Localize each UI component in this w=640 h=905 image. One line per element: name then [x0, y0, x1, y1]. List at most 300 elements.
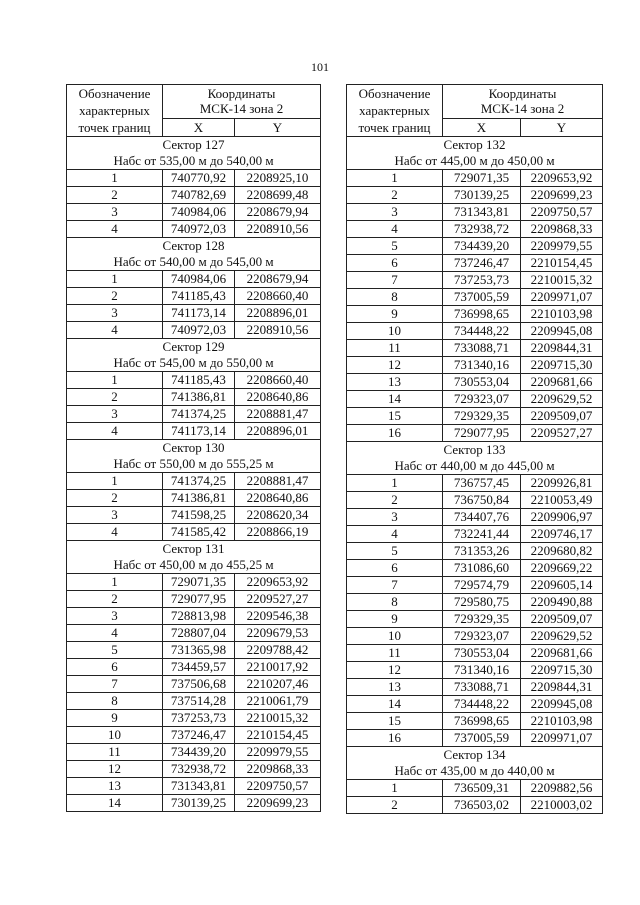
- table-row: [347, 408, 603, 425]
- coord-y: 2209979,55: [521, 238, 603, 255]
- coord-x: 741386,81: [163, 490, 235, 507]
- sector-range: Набс от 550,00 м до 555,25 м: [67, 456, 321, 473]
- table-row: [347, 679, 603, 696]
- table-row: [67, 778, 321, 795]
- point-number: 8: [347, 594, 443, 611]
- coord-y: 2209788,42: [235, 642, 321, 659]
- point-number: 9: [347, 611, 443, 628]
- table-row: [347, 780, 603, 797]
- header-y: Y: [521, 118, 603, 136]
- coord-y: 2209906,97: [521, 509, 603, 526]
- table-row: [67, 423, 321, 440]
- sector-range: Набс от 540,00 м до 545,00 м: [67, 254, 321, 271]
- header-x: X: [163, 118, 235, 136]
- table-row: [67, 271, 321, 288]
- table-row: [67, 659, 321, 676]
- coord-x: 740972,03: [163, 322, 235, 339]
- point-number: 5: [347, 238, 443, 255]
- coord-x: 734439,20: [163, 744, 235, 761]
- coord-y: 2208640,86: [235, 490, 321, 507]
- table-row: [67, 591, 321, 608]
- table-row: [67, 727, 321, 744]
- coord-y: 2209605,14: [521, 577, 603, 594]
- point-number: 4: [67, 625, 163, 642]
- sector-range-row: [67, 153, 321, 170]
- coord-y: 2208925,10: [235, 170, 321, 187]
- point-number: 2: [67, 591, 163, 608]
- coord-y: 2209653,92: [521, 170, 603, 187]
- coord-y: 2208679,94: [235, 271, 321, 288]
- coord-y: 2209699,23: [521, 187, 603, 204]
- coordinates-table-right: [346, 84, 603, 814]
- point-number: 9: [347, 306, 443, 323]
- table-row: [347, 662, 603, 679]
- sector-range-row: [67, 456, 321, 473]
- table-row: [67, 187, 321, 204]
- sector-range-row: [347, 763, 603, 780]
- coord-x: 730139,25: [443, 187, 521, 204]
- point-number: 6: [347, 255, 443, 272]
- coord-x: 736509,31: [443, 780, 521, 797]
- table-row: [347, 425, 603, 442]
- coord-x: 729580,75: [443, 594, 521, 611]
- coord-x: 737253,73: [443, 272, 521, 289]
- point-number: 3: [67, 204, 163, 221]
- point-number: 2: [347, 492, 443, 509]
- header-y: Y: [235, 118, 321, 136]
- sector-range: Набс от 435,00 м до 440,00 м: [347, 763, 603, 780]
- coord-y: 2209868,33: [521, 221, 603, 238]
- table-row: [67, 710, 321, 727]
- table-row: [67, 473, 321, 490]
- coord-x: 729323,07: [443, 391, 521, 408]
- table-row: [347, 221, 603, 238]
- coord-x: 729077,95: [443, 425, 521, 442]
- sector-title: Сектор 129: [67, 339, 321, 356]
- coord-x: 732241,44: [443, 526, 521, 543]
- coord-x: 737246,47: [443, 255, 521, 272]
- table-row: [67, 490, 321, 507]
- coordinates-table-left: [66, 84, 321, 812]
- coord-x: 729329,35: [443, 611, 521, 628]
- header-coords-title-line1: Координаты: [488, 86, 557, 102]
- table-row: [347, 357, 603, 374]
- table-row: [347, 594, 603, 611]
- coord-y: 2209926,81: [521, 475, 603, 492]
- page-number: 101: [311, 60, 329, 74]
- coord-y: 2209681,66: [521, 645, 603, 662]
- sector-title-row: [67, 440, 321, 457]
- sector-range-row: [67, 254, 321, 271]
- table-row: [347, 187, 603, 204]
- sector-range: Набс от 440,00 м до 445,00 м: [347, 458, 603, 475]
- coord-x: 736998,65: [443, 713, 521, 730]
- point-number: 3: [347, 204, 443, 221]
- point-number: 3: [67, 507, 163, 524]
- table-row: [67, 305, 321, 322]
- coord-y: 2209681,66: [521, 374, 603, 391]
- point-number: 2: [347, 187, 443, 204]
- coord-x: 734407,76: [443, 509, 521, 526]
- coord-x: 732938,72: [163, 761, 235, 778]
- table-row: [347, 340, 603, 357]
- coord-y: 2209882,56: [521, 780, 603, 797]
- point-number: 1: [67, 574, 163, 591]
- coord-x: 740770,92: [163, 170, 235, 187]
- table-row: [347, 374, 603, 391]
- sector-title: Сектор 131: [67, 541, 321, 558]
- coord-y: 2209490,88: [521, 594, 603, 611]
- sector-title-row: [347, 747, 603, 764]
- coord-y: 2209509,07: [521, 611, 603, 628]
- point-number: 5: [67, 642, 163, 659]
- point-number: 8: [67, 693, 163, 710]
- point-number: 12: [347, 357, 443, 374]
- table-row: [347, 797, 603, 814]
- coord-x: 741173,14: [163, 305, 235, 322]
- sector-range: Набс от 545,00 м до 550,00 м: [67, 355, 321, 372]
- coord-x: 741598,25: [163, 507, 235, 524]
- coord-x: 731340,16: [443, 357, 521, 374]
- point-number: 11: [347, 340, 443, 357]
- point-number: 12: [67, 761, 163, 778]
- point-number: 11: [347, 645, 443, 662]
- coord-x: 729077,95: [163, 591, 235, 608]
- sector-title-row: [67, 339, 321, 356]
- point-number: 3: [67, 406, 163, 423]
- sector-title: Сектор 132: [347, 137, 603, 154]
- point-number: 1: [67, 170, 163, 187]
- point-number: 1: [67, 271, 163, 288]
- table-row: [67, 625, 321, 642]
- coord-y: 2208881,47: [235, 406, 321, 423]
- coord-x: 729071,35: [163, 574, 235, 591]
- table-row: [347, 170, 603, 187]
- coord-y: 2210017,92: [235, 659, 321, 676]
- sector-range-row: [67, 355, 321, 372]
- point-number: 9: [67, 710, 163, 727]
- coord-x: 730553,04: [443, 645, 521, 662]
- coord-x: 740972,03: [163, 221, 235, 238]
- coord-y: 2209679,53: [235, 625, 321, 642]
- point-number: 7: [67, 676, 163, 693]
- sector-range: Набс от 445,00 м до 450,00 м: [347, 153, 603, 170]
- point-number: 4: [347, 526, 443, 543]
- point-number: 1: [347, 780, 443, 797]
- sector-title: Сектор 130: [67, 440, 321, 457]
- coord-y: 2209971,07: [521, 289, 603, 306]
- table-row: [67, 608, 321, 625]
- coord-y: 2208910,56: [235, 221, 321, 238]
- table-row: [347, 289, 603, 306]
- coord-x: 731086,60: [443, 560, 521, 577]
- table-row: [347, 560, 603, 577]
- coord-y: 2210207,46: [235, 676, 321, 693]
- coord-y: 2209629,52: [521, 628, 603, 645]
- coord-y: 2209669,22: [521, 560, 603, 577]
- point-number: 10: [347, 323, 443, 340]
- coord-x: 729071,35: [443, 170, 521, 187]
- point-number: 1: [347, 475, 443, 492]
- point-number: 12: [347, 662, 443, 679]
- coord-x: 737253,73: [163, 710, 235, 727]
- coord-x: 729329,35: [443, 408, 521, 425]
- point-number: 4: [67, 221, 163, 238]
- coord-y: 2210103,98: [521, 713, 603, 730]
- table-row: [67, 204, 321, 221]
- header-point-label: Обозначение характерных точек границ: [347, 85, 443, 137]
- point-number: 2: [67, 389, 163, 406]
- point-number: 4: [67, 322, 163, 339]
- coord-y: 2208896,01: [235, 305, 321, 322]
- point-number: 13: [347, 679, 443, 696]
- coord-y: 2210003,02: [521, 797, 603, 814]
- sector-range-row: [67, 557, 321, 574]
- coord-y: 2209546,38: [235, 608, 321, 625]
- table-row: [347, 696, 603, 713]
- table-row: [67, 288, 321, 305]
- coord-x: 728807,04: [163, 625, 235, 642]
- coord-y: 2209844,31: [521, 340, 603, 357]
- coord-x: 741374,25: [163, 406, 235, 423]
- point-number: 15: [347, 713, 443, 730]
- coord-y: 2208910,56: [235, 322, 321, 339]
- coord-x: 728813,98: [163, 608, 235, 625]
- coord-y: 2208699,48: [235, 187, 321, 204]
- coord-x: 736998,65: [443, 306, 521, 323]
- sector-title-row: [347, 137, 603, 154]
- point-number: 4: [67, 423, 163, 440]
- point-number: 16: [347, 425, 443, 442]
- point-number: 15: [347, 408, 443, 425]
- coord-x: 741185,43: [163, 288, 235, 305]
- coord-y: 2210015,32: [235, 710, 321, 727]
- coord-x: 741386,81: [163, 389, 235, 406]
- coord-x: 741374,25: [163, 473, 235, 490]
- coord-x: 734448,22: [443, 323, 521, 340]
- header-x: X: [443, 118, 521, 136]
- point-number: 5: [347, 543, 443, 560]
- table-row: [347, 272, 603, 289]
- point-number: 3: [67, 305, 163, 322]
- coord-x: 731343,81: [163, 778, 235, 795]
- point-number: 1: [67, 473, 163, 490]
- coord-x: 731365,98: [163, 642, 235, 659]
- point-number: 6: [67, 659, 163, 676]
- table-row: [67, 406, 321, 423]
- coord-y: 2209750,57: [235, 778, 321, 795]
- point-number: 3: [67, 608, 163, 625]
- point-number: 7: [347, 272, 443, 289]
- table-row: [347, 628, 603, 645]
- header-coords-title-line2: МСК-14 зона 2: [480, 101, 565, 117]
- table-row: [67, 693, 321, 710]
- coord-y: 2208866,19: [235, 524, 321, 541]
- table-row: [67, 676, 321, 693]
- coord-y: 2208881,47: [235, 473, 321, 490]
- point-number: 7: [347, 577, 443, 594]
- table-row: [67, 507, 321, 524]
- point-number: 14: [67, 795, 163, 812]
- sector-title: Сектор 133: [347, 442, 603, 459]
- table-row: [347, 306, 603, 323]
- point-number: 2: [67, 288, 163, 305]
- coord-x: 737514,28: [163, 693, 235, 710]
- header-coords-title-line2: МСК-14 зона 2: [199, 101, 284, 117]
- point-number: 2: [67, 490, 163, 507]
- point-number: 2: [67, 187, 163, 204]
- coord-x: 731343,81: [443, 204, 521, 221]
- sector-range-row: [347, 153, 603, 170]
- coord-x: 734448,22: [443, 696, 521, 713]
- point-number: 2: [347, 797, 443, 814]
- coord-y: 2209746,17: [521, 526, 603, 543]
- coord-x: 741185,43: [163, 372, 235, 389]
- table-row: [347, 255, 603, 272]
- coord-y: 2210061,79: [235, 693, 321, 710]
- coord-y: 2209715,30: [521, 357, 603, 374]
- sector-title: Сектор 128: [67, 238, 321, 255]
- table-row: [67, 795, 321, 812]
- coord-y: 2208640,86: [235, 389, 321, 406]
- sector-range-row: [347, 458, 603, 475]
- table-row: [347, 543, 603, 560]
- table-row: [67, 744, 321, 761]
- point-number: 11: [67, 744, 163, 761]
- coord-y: 2210103,98: [521, 306, 603, 323]
- table-row: [347, 577, 603, 594]
- coord-x: 736757,45: [443, 475, 521, 492]
- coord-x: 741585,42: [163, 524, 235, 541]
- table-row: [67, 372, 321, 389]
- table-row: [67, 761, 321, 778]
- point-number: 14: [347, 391, 443, 408]
- table-row: [347, 713, 603, 730]
- coord-y: 2209945,08: [521, 323, 603, 340]
- table-row: [347, 238, 603, 255]
- table-row: [67, 642, 321, 659]
- sector-title-row: [67, 541, 321, 558]
- coord-x: 733088,71: [443, 340, 521, 357]
- coord-y: 2209971,07: [521, 730, 603, 747]
- point-number: 16: [347, 730, 443, 747]
- coord-x: 737005,59: [443, 289, 521, 306]
- coord-y: 2209979,55: [235, 744, 321, 761]
- sector-title-row: [67, 137, 321, 154]
- coord-y: 2209680,82: [521, 543, 603, 560]
- header-coords-title: [163, 85, 321, 119]
- sector-title-row: [347, 442, 603, 459]
- sector-range: Набс от 450,00 м до 455,25 м: [67, 557, 321, 574]
- coord-x: 741173,14: [163, 423, 235, 440]
- table-row: [347, 475, 603, 492]
- coord-x: 737246,47: [163, 727, 235, 744]
- coord-x: 733088,71: [443, 679, 521, 696]
- coord-x: 730553,04: [443, 374, 521, 391]
- coord-y: 2210015,32: [521, 272, 603, 289]
- coord-y: 2209527,27: [521, 425, 603, 442]
- point-number: 6: [347, 560, 443, 577]
- point-number: 14: [347, 696, 443, 713]
- point-number: 8: [347, 289, 443, 306]
- coord-y: 2209844,31: [521, 679, 603, 696]
- coord-x: 729323,07: [443, 628, 521, 645]
- coord-y: 2209629,52: [521, 391, 603, 408]
- coord-x: 737005,59: [443, 730, 521, 747]
- coord-y: 2209699,23: [235, 795, 321, 812]
- coord-y: 2209715,30: [521, 662, 603, 679]
- coord-x: 734459,57: [163, 659, 235, 676]
- coord-y: 2208896,01: [235, 423, 321, 440]
- table-row: [67, 524, 321, 541]
- coord-y: 2209868,33: [235, 761, 321, 778]
- table-row: [67, 574, 321, 591]
- sector-title: Сектор 127: [67, 137, 321, 154]
- point-number: 13: [67, 778, 163, 795]
- coord-y: 2210154,45: [235, 727, 321, 744]
- coord-y: 2208620,34: [235, 507, 321, 524]
- table-row: [67, 170, 321, 187]
- table-row: [347, 730, 603, 747]
- point-number: 1: [67, 372, 163, 389]
- coord-x: 740782,69: [163, 187, 235, 204]
- coord-x: 740984,06: [163, 204, 235, 221]
- coord-y: 2209653,92: [235, 574, 321, 591]
- coord-x: 734439,20: [443, 238, 521, 255]
- coord-x: 740984,06: [163, 271, 235, 288]
- header-point-label: Обозначение характерных точек границ: [67, 85, 163, 137]
- coord-y: 2209945,08: [521, 696, 603, 713]
- coord-y: 2208660,40: [235, 372, 321, 389]
- sector-title: Сектор 134: [347, 747, 603, 764]
- coord-y: 2209509,07: [521, 408, 603, 425]
- header-coords-title: [443, 85, 603, 119]
- point-number: 3: [347, 509, 443, 526]
- table-row: [347, 204, 603, 221]
- point-number: 10: [67, 727, 163, 744]
- table-row: [347, 323, 603, 340]
- coord-y: 2210053,49: [521, 492, 603, 509]
- table-row: [347, 391, 603, 408]
- sector-title-row: [67, 238, 321, 255]
- coord-y: 2209750,57: [521, 204, 603, 221]
- table-row: [347, 492, 603, 509]
- table-row: [347, 509, 603, 526]
- table-row: [67, 221, 321, 238]
- coord-x: 736750,84: [443, 492, 521, 509]
- sector-range: Набс от 535,00 м до 540,00 м: [67, 153, 321, 170]
- coord-y: 2208679,94: [235, 204, 321, 221]
- table-row: [347, 526, 603, 543]
- table-row: [347, 611, 603, 628]
- point-number: 4: [347, 221, 443, 238]
- table-row: [67, 322, 321, 339]
- coord-x: 731353,26: [443, 543, 521, 560]
- coord-y: 2209527,27: [235, 591, 321, 608]
- coord-x: 731340,16: [443, 662, 521, 679]
- header-coords-title-line1: Координаты: [207, 86, 276, 102]
- coord-y: 2210154,45: [521, 255, 603, 272]
- point-number: 1: [347, 170, 443, 187]
- point-number: 10: [347, 628, 443, 645]
- coord-x: 732938,72: [443, 221, 521, 238]
- coord-x: 730139,25: [163, 795, 235, 812]
- table-row: [347, 645, 603, 662]
- point-number: 13: [347, 374, 443, 391]
- coord-y: 2208660,40: [235, 288, 321, 305]
- coord-x: 737506,68: [163, 676, 235, 693]
- point-number: 4: [67, 524, 163, 541]
